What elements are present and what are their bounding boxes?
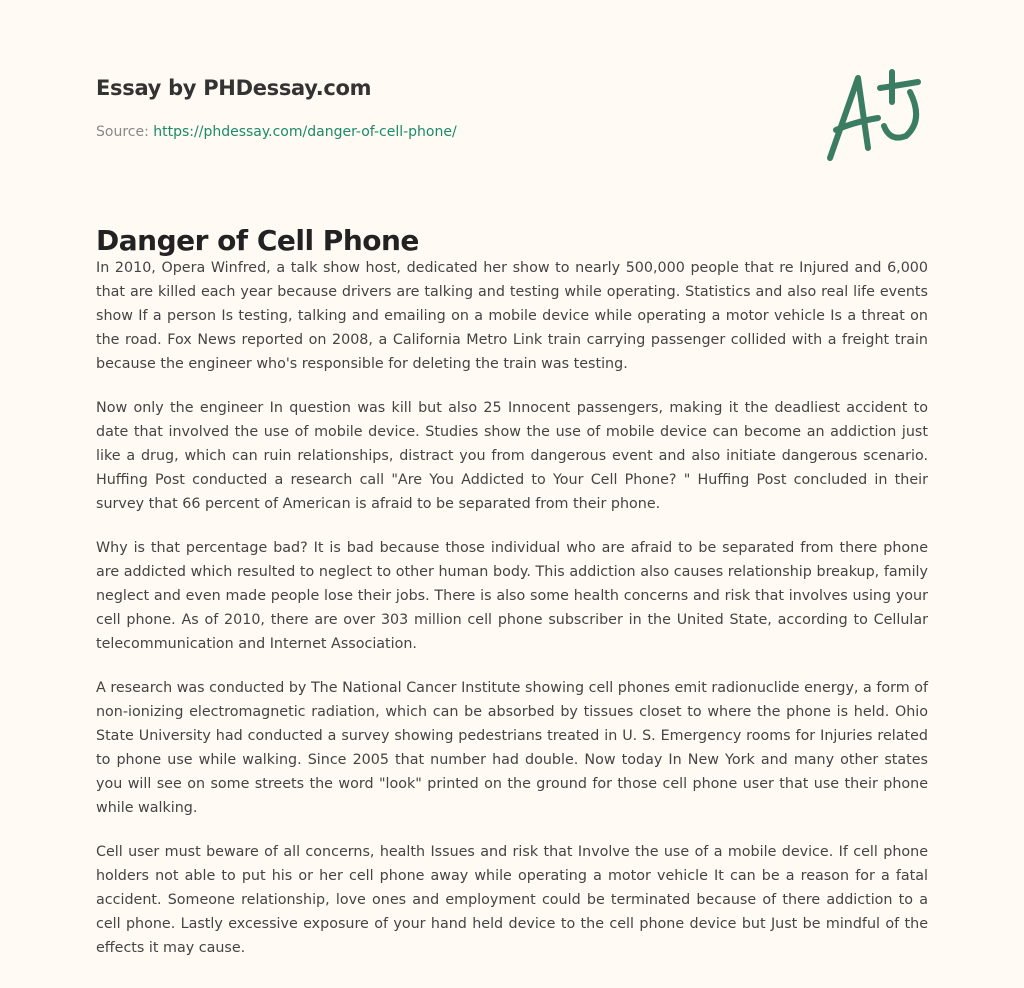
a-plus-logo-icon	[820, 68, 930, 168]
source-label: Source:	[96, 124, 154, 140]
essay-paragraph: Now only the engineer In question was kill but also 25 Innocent passengers, making it the deadliest accident to date that involved the use of mobile device. Studies show the use of mobile device can become an addiction just like a drug, which can ruin relationships, distract you from dangerous event and also initiate dangerous scenario. Huffing Post conducted a research call "Are You Addicted to Your Cell Phone? " Huffing Post concluded in their survey that 66 percent of American is afraid to be separated from their phone.	[96, 400, 928, 512]
brand-title: Essay by PHDessay.com	[96, 76, 372, 100]
essay-paragraph: Why is that percentage bad? It is bad because those individual who are afraid to be separated from there phone are addicted which resulted to neglect to other human body. This addiction also causes relationship breakup, family neglect and even made people lose their jobs. There is also some health concerns and risk that involves using your cell phone. As of 2010, there are over 303 million cell phone subscriber in the United State, according to Cellular telecommunication and Internet Association.	[96, 540, 928, 652]
source-link[interactable]: https://phdessay.com/danger-of-cell-phone/	[153, 124, 457, 140]
site-header	[96, 76, 371, 100]
essay-paragraph: In 2010, Opera Winfred, a talk show host, dedicated her show to nearly 500,000 people that re Injured and 6,000 that are killed each year because drivers are talking and testing while operating. Statistics and also real life events show If a person Is testing, talking and emailing on a mobile device while operating a motor vehicle Is a threat on the road. Fox News reported on 2008, a California Metro Link train carrying passenger collided with a freight train because the engineer who's responsible for deleting the train was testing.	[96, 260, 928, 372]
essay-body	[96, 256, 928, 980]
essay-paragraph: A research was conducted by The National Cancer Institute showing cell phones emit radionuclide energy, a form of non-ionizing electromagnetic radiation, which can be absorbed by tissues closet to where the phone is held. Ohio State University had conducted a survey showing pedestrians treated in U. S. Emergency rooms for Injuries related to phone use while walking. Since 2005 that number had double. Now today In New York and many other states you will see on some streets the word "look" printed on the ground for those cell phone user that use their phone while walking.	[96, 680, 928, 816]
essay-title: Danger of Cell Phone	[96, 224, 419, 257]
essay-paragraph: Cell user must beware of all concerns, health Issues and risk that Involve the use of a mobile device. If cell phone holders not able to put his or her cell phone away while operating a motor vehicle It can be a reason for a fatal accident. Someone relationship, love ones and employment could be terminated because of there addiction to a cell phone. Lastly excessive exposure of your hand held device to the cell phone device but Just be mindful of the effects it may cause.	[96, 844, 928, 956]
source-line	[96, 124, 457, 140]
